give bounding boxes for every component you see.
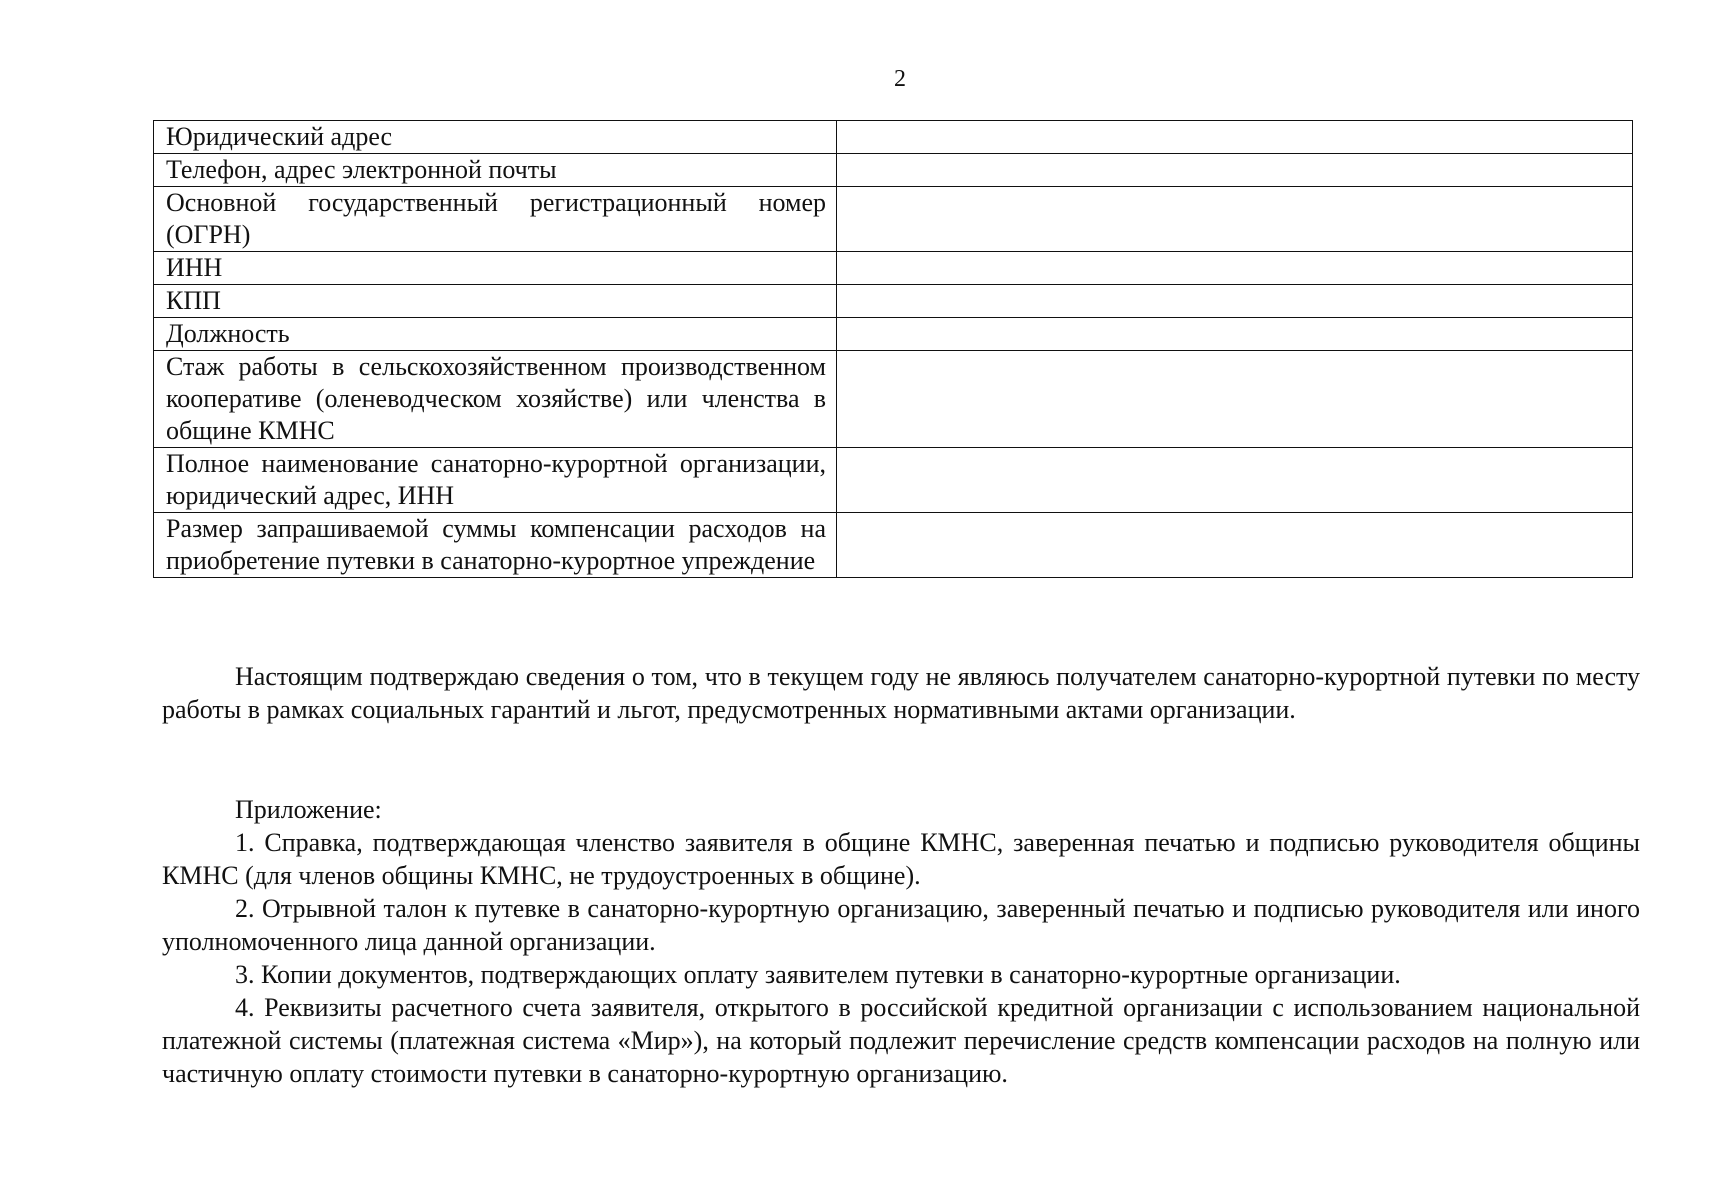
row-value-position[interactable] [837,318,1633,351]
table-row [154,351,1633,448]
row-label-legal-address: Юридический адрес [154,121,837,154]
row-label-ogrn: Основной государственный регистрационный номер (ОГРН) [154,187,837,252]
row-label-sanatorium-name: Полное наименование санаторно-курортной организации, юридический адрес, ИНН [154,448,837,513]
row-value-phone-email[interactable] [837,154,1633,187]
table-row [154,513,1633,578]
annex-item: 1. Справка, подтверждающая членство заявителя в общине КМНС, заверенная печатью и подписью руководителя общины КМНС (для членов общины КМНС, не трудоустроенных в общине). [162,828,1640,890]
applicant-details-table [153,120,1633,578]
table-row [154,187,1633,252]
table-row [154,121,1633,154]
confirmation-paragraph: Настоящим подтверждаю сведения о том, что в текущем году не являюсь получателем санаторно-курортной путевки по месту работы в рамках социальных гарантий и льгот, предусмотренных нормативными актами организации. [162,662,1640,724]
table-row [154,285,1633,318]
table-row [154,318,1633,351]
table-row [154,154,1633,187]
table-row [154,448,1633,513]
row-value-work-experience[interactable] [837,351,1633,448]
row-label-kpp: КПП [154,285,837,318]
annex-list [162,826,1640,1090]
row-value-sanatorium-name[interactable] [837,448,1633,513]
annex-title: Приложение: [235,795,382,824]
row-value-inn[interactable] [837,252,1633,285]
row-value-legal-address[interactable] [837,121,1633,154]
row-label-position: Должность [154,318,837,351]
row-label-inn: ИНН [154,252,837,285]
row-label-phone-email: Телефон, адрес электронной почты [154,154,837,187]
page-number: 2 [894,66,906,92]
row-value-ogrn[interactable] [837,187,1633,252]
row-label-compensation-amount: Размер запрашиваемой суммы компенсации расходов на приобретение путевки в санаторно-курортное упреждение [154,513,837,578]
table-row [154,252,1633,285]
row-label-work-experience: Стаж работы в сельскохозяйственном производственном кооперативе (оленеводческом хозяйстве) или членства в общине КМНС [154,351,837,448]
annex-item: 3. Копии документов, подтверждающих оплату заявителем путевки в санаторно-курортные организации. [235,960,1401,989]
annex-item: 2. Отрывной талон к путевке в санаторно-курортную организацию, заверенный печатью и подписью руководителя или иного уполномоченного лица данной организации. [162,894,1640,956]
annex-item: 4. Реквизиты расчетного счета заявителя, открытого в российской кредитной организации с использованием национальной платежной системы (платежная система «Мир»), на который подлежит перечисление средств компенсации расходов на полную или частичную оплату стоимости путевки в санаторно-курортную организацию. [162,993,1640,1088]
row-value-kpp[interactable] [837,285,1633,318]
row-value-compensation-amount[interactable] [837,513,1633,578]
